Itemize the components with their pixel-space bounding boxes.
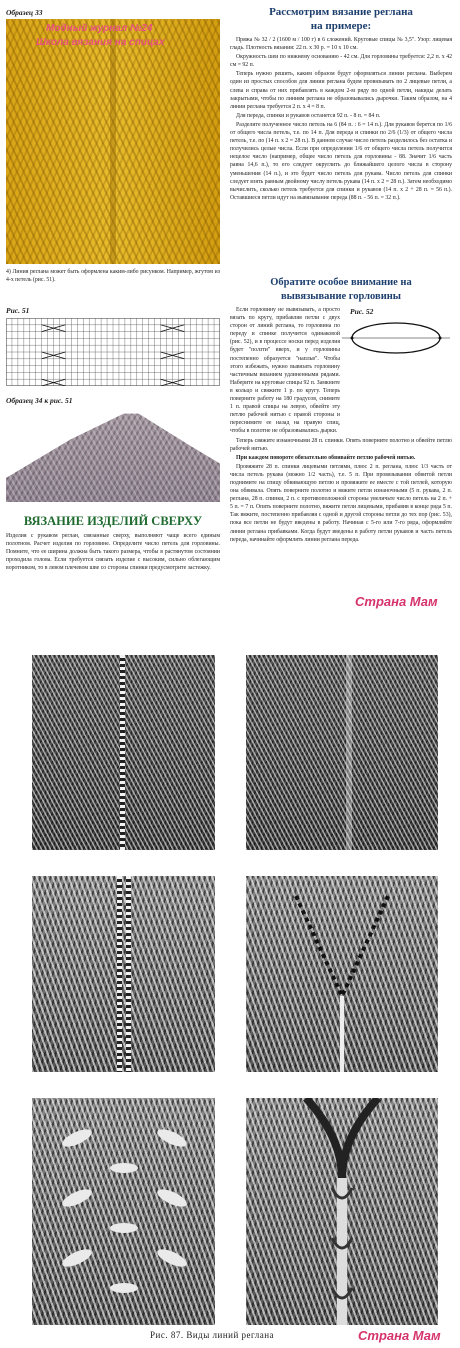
eyelet-line-right [126,876,131,1072]
raglan-sample-6 [246,1098,438,1325]
v-pattern [246,876,438,1072]
eyelet-line-left [117,876,122,1072]
subtitle-line2: вывязывание горловины [281,291,401,302]
para-neck: Окружность шеи по нижнему основанию - 42 см. Для горловины требуется: 2,2 п. х 42 см = 92 п. [230,54,452,69]
para-purl: Теперь свяжите изнаночными 28 п. спинки. Опять поверните полотно и обвейте петлю рабочей нитью. [230,437,452,452]
leaf-pattern [32,1098,215,1325]
cable-pattern [246,1098,438,1325]
raglan-sample-1 [32,655,215,850]
site-watermark-top: Страна Мам [355,594,438,609]
raglan-sample-2 [246,655,438,850]
section-title: ВЯЗАНИЕ ИЗДЕЛИЙ СВЕРХУ [23,514,203,528]
right-body-1 [230,36,452,203]
para-neckline: Если горловину не вывязывать, а просто вязать по кругу, прибавляя петли с двух сторон от линий реглана, то горловина по переду и спинке получится одинаковой (рис. 52), и в процессе носки перед изделия будет "ползти" вверх, и у горловины постепенно образуется "напльв". Чтобы этого избежать, нужно вывязать горловину частичным вязанием удлиненными рядами. Наберите на круговые спицы 92 п. Замкните в кольцо и свяжите 1 р. по кругу. Теперь поверните работу на 180 градусов, снимите 1 п. правой спицы на левую, обвейте эту петлю рабочей нитью с правой стороны и переснимите ее назад на правую спиц, чтобы в полотне не образовывались дырки. [230,307,340,435]
site-watermark-bottom: Страна Мам [358,1328,441,1343]
caption-4: 4) Линия реглана может быть оформлена каким-либо рисунком. Например, жгутом из 4-х петель (рис. 51). [6,269,220,284]
raglan-line [110,19,116,264]
para-division: Разделите полученное число петель на 6 (84 п. : 6 = 14 п.). Для рукавов берется по 1/6 от общего числа петель, т.е. по 14 п. Для переда и спинки по 2/6 (1/3) от общего числа петель, т.е. по (14 п. х 2 = 28 п.). В данном случае число петель разделилось без остатка и получились целые числа. Если при определении 1/6 от общего числа петель получится нецелое число (например, общее число петель для горловины - 88. Значит 1/6 часть равна 14,6 п.), то его следует округлить до ближайшего целого числа в сторону уменьшения (14 п.), и это будет число петель для рукава. Число петель для спинки следует взять равным двойному числу петель рукава (14 п. х 2 = 28 п.). Затем необходимо вычислить, сколько петель требуется для спинки и рукавов (14 п. х 2 + 28 п. = 56 п.). Оставшиеся петли идут на вывязывание переда (88 п. - 56 п. = 32 п.). [230,121,452,201]
photo-watermark-subtitle: Школа вязания на спицах [36,37,165,48]
photo-watermark-title: Модный журнал №24 [46,23,153,34]
para-yarn: Пряжа № 32 / 2 (1600 м / 100 г) в 6 сложений. Круговые спицы № 3,5". Узор: лицевая гладь. Плотность вязания: 22 п. х 30 р. = 10 х 10 см. [230,37,452,52]
para-knit-back: Провяжите 28 п. спинки лицевыми петлями, плюс 2 п. реглана, плюс 1/3 часть от числа петель рукава (можно 1/2 часть), т.е. 5 п. При провязывании обвитой петли поднимите на спицу обвивающую петлю и провяжите ее вместе с той петлей, которую она обвивала. Опять поверните полотно и вяжите петли изнаночными (5 п. рукава, 2 п. реглана, 28 п. спинки, 2 п. с противоположной стороны увеличьте число петель на 2 п. + 5 п. = 7 п. Опять поверните полотно, вяжите петли лицевыми, прибавив в конце ряда 5 п. Так вяжите, постепенно прибавляя с одной и другой стороны петли до тех пор (рис. 53), пока все петли не будут введены в работу. Начиная с 5-го или 7-го ряда, оформляйте линии реглана прибавками. Когда будут введены в работу петли рукавов и часть петель переда, начинайте оформлять линии реглана переда. [230,463,452,543]
fig51-chart [6,318,220,386]
sample33-caption: Образец 33 [6,8,43,17]
para-raglan-lines: Теперь нужно решить, каким образом будут оформляться линии реглана. Выберем один из простых способов для линии реглана будем провязывать по 2 лицевые петли, а слева и справа от них прибавлять в каждом 2-м ряду по одной петли, накиды делать закрытыми, чтобы по линиям реглана не образовывались дырочки. Таким образом, на 4 линии реглана требуется 2 п. х 4 = 8 п. [230,71,452,110]
section-text: Изделия с рукавом реглан, связанные сверху, выполняют чаще всего единым полотном. Расчет изделия по горловине. Определите число петель для горловины. Помните, что ее ширина должна быть такого размера, чтобы в растянутом состоянии проходила голова. Если требуется связать изделие с высоким, сильно облегающим воротником, то в левом плечевом шве со стороны спинки предусмотрите застежку. [6,533,220,572]
purl-line [346,655,352,850]
subtitle-line1: Обратите особое внимание на [270,277,412,288]
sample34-caption: Образец 34 к рис. 51 [6,396,73,405]
raglan-sample-5 [32,1098,215,1325]
raglan-sample-4 [246,876,438,1072]
sample34-photo [6,406,220,502]
fig52-caption: Рис. 52 [350,307,374,316]
para-remaining: Для переда, спинки и рукавов останется 92 п. - 8 п. = 84 п. [236,112,381,119]
grey-knit-swatch [6,406,220,502]
right-title-line1: Рассмотрим вязание реглана [269,6,413,18]
fig87-caption: Рис. 87. Виды линий реглана [150,1330,275,1340]
raglan-sample-3 [32,876,215,1072]
bold-note: При каждом повороте обязательно обвивайте петлю рабочей нитью. [236,454,416,461]
fig51-caption: Рис. 51 [6,306,30,315]
sample33-photo [6,19,220,264]
right-title-line2: на примере: [310,20,372,32]
eyelet-line [120,655,125,850]
right-body-2 [230,306,452,545]
